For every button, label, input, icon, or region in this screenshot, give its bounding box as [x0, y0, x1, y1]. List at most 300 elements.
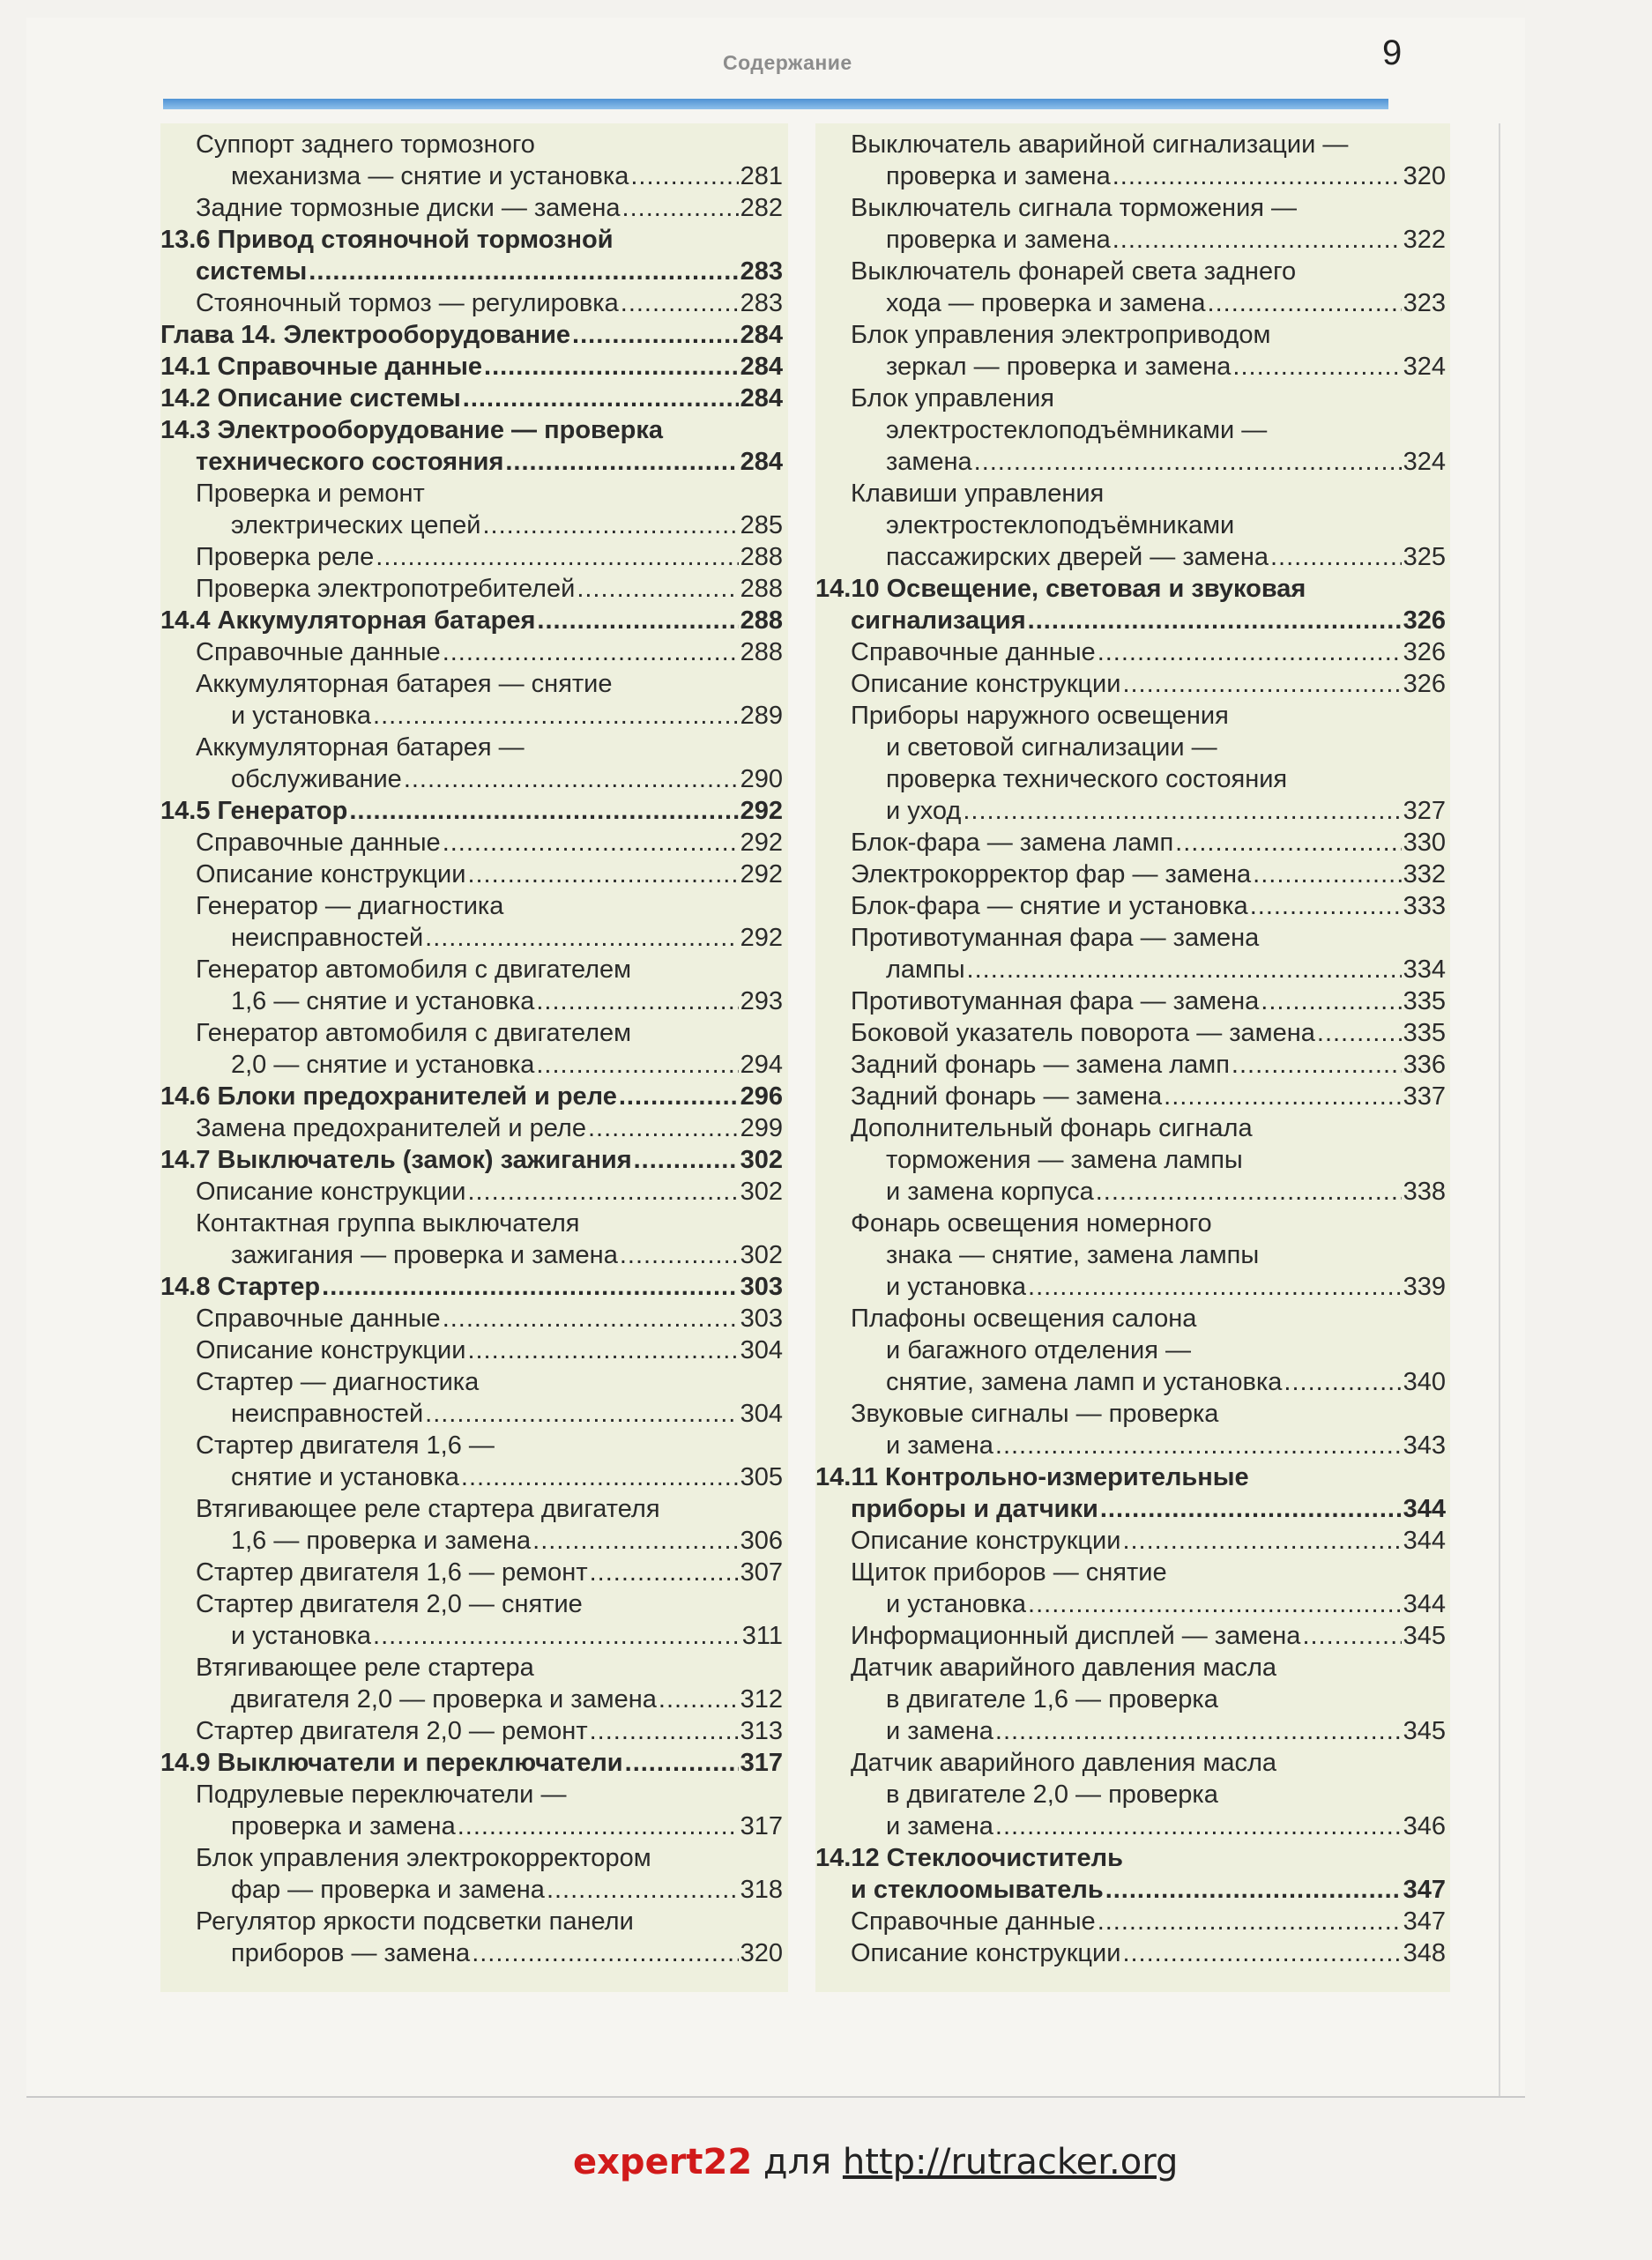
toc-entry-page: 299	[740, 1114, 783, 1142]
toc-entry-title: проверка и замена	[886, 226, 1111, 254]
toc-entry[interactable]	[160, 1112, 783, 1144]
toc-leader-dots	[1100, 1493, 1402, 1525]
toc-entry-title: Контактная группа выключателя	[196, 1209, 580, 1238]
toc-entry-title: Блок управления электрокорректором	[196, 1844, 651, 1872]
toc-entry-page: 302	[740, 1146, 783, 1174]
toc-entry-title: и световой сигнализации —	[886, 733, 1217, 762]
toc-entry-page: 324	[1403, 448, 1446, 476]
toc-entry[interactable]	[815, 1049, 1446, 1081]
toc-entry[interactable]	[815, 1557, 1446, 1620]
toc-entry[interactable]	[160, 573, 783, 605]
toc-entry-title: Справочные данные	[196, 829, 441, 857]
toc-entry-title: и замена корпуса	[886, 1178, 1094, 1206]
toc-entry-title: Описание конструкции	[851, 1527, 1121, 1555]
toc-leader-dots	[1028, 1588, 1402, 1620]
toc-entry-title: и установка	[886, 1590, 1027, 1618]
toc-entry-page: 333	[1403, 892, 1446, 920]
toc-entry-title: Справочные данные	[851, 638, 1096, 666]
toc-entry-title: Суппорт заднего тормозного	[196, 130, 535, 159]
toc-entry-title: Регулятор яркости подсветки панели	[196, 1907, 634, 1936]
toc-entry-page: 292	[740, 924, 783, 952]
toc-entry[interactable]	[815, 1208, 1446, 1303]
toc-entry[interactable]	[160, 1430, 783, 1493]
toc-entry[interactable]	[160, 192, 783, 224]
toc-entry[interactable]	[815, 668, 1446, 700]
toc-entry-page: 285	[740, 511, 783, 539]
toc-leader-dots	[373, 1620, 740, 1652]
toc-entry-title: и замена	[886, 1717, 993, 1745]
toc-leader-dots	[1175, 827, 1401, 859]
toc-entry[interactable]	[815, 1937, 1446, 1969]
toc-entry[interactable]	[160, 1747, 783, 1779]
toc-entry-title: хода — проверка и замена	[886, 289, 1206, 317]
toc-entry[interactable]	[815, 319, 1446, 383]
toc-entry[interactable]	[815, 1398, 1446, 1461]
toc-leader-dots	[461, 1461, 739, 1493]
toc-leader-dots	[995, 1715, 1402, 1747]
toc-entry-title: 14.8 Стартер	[160, 1273, 321, 1301]
toc-entry-title: в двигателе 1,6 — проверка	[886, 1685, 1218, 1714]
toc-entry-title: механизма — снятие и установка	[231, 162, 629, 190]
toc-entry-page: 332	[1403, 860, 1446, 888]
toc-entry[interactable]	[160, 668, 783, 732]
toc-entry-title: фар — проверка и замена	[231, 1876, 545, 1904]
toc-entry-title: Блок-фара — замена ламп	[851, 829, 1174, 857]
toc-entry-page: 345	[1403, 1622, 1446, 1650]
toc-entry-title: Плафоны освещения салона	[851, 1305, 1197, 1333]
toc-leader-dots	[1112, 224, 1402, 256]
toc-entry-title: Датчик аварийного давления масла	[851, 1654, 1277, 1682]
toc-entry-title: неисправностей	[231, 924, 424, 952]
toc-entry[interactable]	[815, 700, 1446, 827]
toc-entry-title: и установка	[231, 702, 372, 730]
toc-entry-page: 284	[740, 384, 783, 413]
toc-entry-page: 326	[1403, 638, 1446, 666]
toc-entry-title: Электрокорректор фар — замена	[851, 860, 1252, 888]
toc-entry[interactable]	[160, 1842, 783, 1906]
toc-entry-title: проверка и замена	[886, 162, 1111, 190]
toc-entry-title: Выключатель аварийной сигнализации —	[851, 130, 1349, 159]
toc-entry[interactable]	[160, 224, 783, 287]
toc-entry-title: 1,6 — проверка и замена	[231, 1527, 532, 1555]
toc-entry-title: Стартер двигателя 2,0 — снятие	[196, 1590, 583, 1618]
toc-entry-page: 323	[1403, 289, 1446, 317]
toc-leader-dots	[1232, 1049, 1402, 1081]
watermark-brand: expert22	[573, 2142, 753, 2182]
toc-leader-dots	[1098, 1906, 1402, 1937]
toc-entry-title: 14.3 Электрооборудование — проверка	[160, 416, 663, 444]
toc-entry[interactable]	[160, 1588, 783, 1652]
toc-leader-dots	[1028, 1271, 1402, 1303]
toc-entry-title: Фонарь освещения номерного	[851, 1209, 1212, 1238]
toc-entry-page: 303	[740, 1305, 783, 1333]
toc-leader-dots	[373, 700, 739, 732]
toc-leader-dots	[619, 1081, 739, 1112]
toc-entry-page: 326	[1403, 606, 1446, 635]
toc-entry-title: Выключатель сигнала торможения —	[851, 194, 1298, 222]
toc-entry[interactable]	[160, 351, 783, 383]
page-number: 9	[1382, 33, 1403, 72]
toc-leader-dots	[1028, 605, 1402, 636]
toc-leader-dots	[425, 922, 738, 954]
toc-leader-dots	[443, 1303, 739, 1334]
toc-entry-title: электростеклоподъёмниками	[886, 511, 1235, 539]
toc-entry-title: 14.9 Выключатели и переключатели	[160, 1749, 623, 1777]
toc-entry[interactable]	[815, 890, 1446, 922]
toc-leader-dots	[974, 446, 1402, 478]
toc-leader-dots	[590, 1715, 739, 1747]
toc-leader-dots	[572, 319, 739, 351]
toc-entry-title: Щиток приборов — снятие	[851, 1558, 1167, 1587]
toc-entry-title: в двигателе 2,0 — проверка	[886, 1780, 1218, 1809]
toc-entry[interactable]	[815, 922, 1446, 985]
toc-leader-dots	[536, 985, 738, 1017]
toc-leader-dots	[1250, 890, 1402, 922]
toc-entry-page: 284	[740, 353, 783, 381]
toc-entry-page: 335	[1403, 1019, 1446, 1047]
toc-entry-title: торможения — замена лампы	[886, 1146, 1243, 1174]
toc-entry-title: лампы	[886, 955, 965, 984]
toc-entry-title: Аккумуляторная батарея — снятие	[196, 670, 613, 698]
toc-entry-title: двигателя 2,0 — проверка и замена	[231, 1685, 657, 1714]
toc-entry[interactable]	[160, 383, 783, 414]
toc-entry[interactable]	[160, 1334, 783, 1366]
toc-entry-page: 318	[740, 1876, 783, 1904]
toc-entry-page: 334	[1403, 955, 1446, 984]
toc-entry-title: Проверка и ремонт	[196, 480, 425, 508]
toc-entry-title: Информационный дисплей — замена	[851, 1622, 1301, 1650]
toc-entry-title: замена	[886, 448, 972, 476]
toc-leader-dots	[621, 287, 739, 319]
toc-leader-dots	[467, 1334, 738, 1366]
toc-entry-title: 13.6 Привод стояночной тормозной	[160, 226, 614, 254]
toc-entry-title: Звуковые сигналы — проверка	[851, 1400, 1219, 1428]
toc-entry[interactable]	[815, 1525, 1446, 1557]
toc-leader-dots	[967, 954, 1402, 985]
toc-entry[interactable]	[815, 985, 1446, 1017]
toc-entry-title: Проверка реле	[196, 543, 375, 571]
toc-leader-dots	[1098, 636, 1402, 668]
toc-entry-title: Приборы наружного освещения	[851, 702, 1229, 730]
toc-entry-page: 306	[740, 1527, 783, 1555]
toc-leader-dots	[588, 1112, 739, 1144]
toc-entry-title: 14.2 Описание системы	[160, 384, 461, 413]
toc-entry-page: 348	[1403, 1939, 1446, 1967]
toc-entry-page: 283	[740, 257, 783, 286]
toc-entry-page: 324	[1403, 353, 1446, 381]
toc-leader-dots	[349, 795, 738, 827]
toc-entry-title: 14.6 Блоки предохранителей и реле	[160, 1082, 617, 1111]
toc-entry-page: 330	[1403, 829, 1446, 857]
toc-leader-dots	[630, 160, 738, 192]
toc-entry[interactable]	[815, 1112, 1446, 1208]
toc-entry-page: 312	[740, 1685, 783, 1714]
toc-entry[interactable]	[160, 890, 783, 954]
toc-entry-title: Противотуманная фара — замена	[851, 924, 1260, 952]
toc-leader-dots	[1232, 351, 1401, 383]
toc-leader-dots	[443, 827, 739, 859]
toc-entry[interactable]	[160, 795, 783, 827]
toc-entry-title: Справочные данные	[196, 638, 441, 666]
watermark-link[interactable]: http://rutracker.org	[842, 2142, 1179, 2182]
toc-entry-page: 288	[740, 575, 783, 603]
toc-entry-title: приборов — замена	[231, 1939, 471, 1967]
toc-entry-page: 347	[1403, 1876, 1446, 1904]
toc-entry-title: и багажного отделения —	[886, 1336, 1191, 1364]
header-rule	[163, 99, 1388, 109]
toc-leader-dots	[1122, 1525, 1401, 1557]
toc-entry[interactable]	[815, 827, 1446, 859]
watermark	[573, 2142, 1178, 2182]
toc-entry[interactable]	[160, 319, 783, 351]
toc-entry-title: Генератор автомобиля с двигателем	[196, 955, 632, 984]
toc-entry-page: 304	[740, 1400, 783, 1428]
toc-entry-page: 313	[740, 1717, 783, 1745]
toc-entry-page: 344	[1403, 1590, 1446, 1618]
toc-entry[interactable]	[815, 478, 1446, 573]
toc-entry[interactable]	[160, 1366, 783, 1430]
toc-entry-page: 282	[740, 194, 783, 222]
toc-entry-title: Справочные данные	[851, 1907, 1096, 1936]
toc-leader-dots	[1122, 1937, 1401, 1969]
toc-leader-dots	[1261, 985, 1401, 1017]
toc-entry[interactable]	[815, 1017, 1446, 1049]
toc-entry[interactable]	[160, 541, 783, 573]
toc-entry-page: 337	[1403, 1082, 1446, 1111]
toc-entry-page: 326	[1403, 670, 1446, 698]
toc-leader-dots	[634, 1144, 739, 1176]
toc-entry-page: 281	[740, 162, 783, 190]
toc-entry-title: 14.4 Аккумуляторная батарея	[160, 606, 536, 635]
toc-entry-title: Описание конструкции	[196, 1336, 466, 1364]
toc-entry[interactable]	[815, 573, 1446, 636]
toc-entry[interactable]	[815, 1842, 1446, 1906]
toc-entry-title: снятие, замена ламп и установка	[886, 1368, 1283, 1396]
toc-entry-title: Стояночный тормоз — регулировка	[196, 289, 619, 317]
toc-entry-page: 292	[740, 860, 783, 888]
toc-entry-title: Глава 14. Электрооборудование	[160, 321, 571, 349]
toc-leader-dots	[622, 192, 739, 224]
toc-entry-page: 292	[740, 797, 783, 825]
toc-leader-dots	[995, 1810, 1402, 1842]
toc-entry[interactable]	[815, 1303, 1446, 1398]
toc-entry[interactable]	[815, 1620, 1446, 1652]
toc-entry-title: проверка и замена	[231, 1812, 456, 1840]
toc-entry-title: и установка	[231, 1622, 372, 1650]
toc-leader-dots	[1208, 287, 1402, 319]
toc-entry-title: Описание конструкции	[196, 860, 466, 888]
toc-entry-title: зажигания — проверка и замена	[231, 1241, 618, 1269]
toc-entry-title: Стартер двигателя 1,6 — ремонт	[196, 1558, 588, 1587]
toc-entry-page: 344	[1403, 1495, 1446, 1523]
toc-entry[interactable]	[160, 605, 783, 636]
toc-entry[interactable]	[160, 1303, 783, 1334]
toc-entry[interactable]	[815, 383, 1446, 478]
toc-leader-dots	[590, 1557, 739, 1588]
toc-entry-page: 307	[740, 1558, 783, 1587]
page-edge-right	[1499, 123, 1500, 2098]
toc-leader-dots	[404, 763, 739, 795]
toc-entry-title: обслуживание	[231, 765, 402, 793]
toc-entry[interactable]	[160, 478, 783, 541]
toc-entry-title: Боковой указатель поворота — замена	[851, 1019, 1315, 1047]
toc-entry[interactable]	[815, 859, 1446, 890]
toc-entry-page: 325	[1403, 543, 1446, 571]
toc-entry-title: Описание конструкции	[851, 1939, 1121, 1967]
toc-entry[interactable]	[160, 1715, 783, 1747]
toc-entry-page: 338	[1403, 1178, 1446, 1206]
toc-entry-page: 343	[1403, 1431, 1446, 1460]
toc-entry-page: 336	[1403, 1051, 1446, 1079]
toc-entry-title: Задний фонарь — замена ламп	[851, 1051, 1230, 1079]
toc-entry-title: Задние тормозные диски — замена	[196, 194, 621, 222]
toc-entry-title: Описание конструкции	[851, 670, 1121, 698]
toc-entry[interactable]	[815, 129, 1446, 192]
toc-entry[interactable]	[160, 1081, 783, 1112]
toc-entry-title: Проверка электропотребителей	[196, 575, 576, 603]
toc-entry[interactable]	[160, 1557, 783, 1588]
toc-entry-title: 14.5 Генератор	[160, 797, 348, 825]
toc-entry-page: 292	[740, 829, 783, 857]
toc-entry-page: 302	[740, 1241, 783, 1269]
toc-entry[interactable]	[815, 1081, 1446, 1112]
toc-entry[interactable]	[160, 1652, 783, 1715]
toc-entry-title: приборы и датчики	[851, 1495, 1098, 1523]
toc-entry-page: 335	[1403, 987, 1446, 1015]
toc-entry-page: 288	[740, 638, 783, 666]
toc-leader-dots	[1317, 1017, 1402, 1049]
toc-leader-dots	[425, 1398, 738, 1430]
toc-entry-page: 303	[740, 1273, 783, 1301]
toc-entry-title: Аккумуляторная батарея —	[196, 733, 525, 762]
watermark-middle: для	[752, 2142, 843, 2182]
toc-entry[interactable]	[160, 1779, 783, 1842]
toc-leader-dots	[1096, 1176, 1402, 1208]
toc-leader-dots	[625, 1747, 739, 1779]
toc-entry-title: 14.11 Контрольно-измерительные	[815, 1463, 1249, 1491]
toc-entry-title: Стартер двигателя 1,6 —	[196, 1431, 495, 1460]
toc-entry-page: 317	[740, 1749, 783, 1777]
toc-entry-page: 344	[1403, 1527, 1446, 1555]
toc-entry-page: 293	[740, 987, 783, 1015]
toc-entry-title: Блок управления электроприводом	[851, 321, 1271, 349]
toc-leader-dots	[1253, 859, 1401, 890]
toc-entry-title: и замена	[886, 1431, 993, 1460]
toc-entry-title: Блок управления	[851, 384, 1054, 413]
toc-entry-title: Описание конструкции	[196, 1178, 466, 1206]
toc-entry[interactable]	[160, 859, 783, 890]
toc-leader-dots	[547, 1874, 739, 1906]
toc-entry-title: 14.1 Справочные данные	[160, 353, 483, 381]
toc-entry-page: 305	[740, 1463, 783, 1491]
toc-entry-page: 288	[740, 606, 783, 635]
toc-leader-dots	[620, 1239, 739, 1271]
toc-leader-dots	[376, 541, 738, 573]
toc-leader-dots	[659, 1684, 739, 1715]
toc-entry[interactable]	[815, 1906, 1446, 1937]
toc-entry-title: пассажирских дверей — замена	[886, 543, 1269, 571]
toc-leader-dots	[1112, 160, 1402, 192]
toc-entry[interactable]	[815, 192, 1446, 256]
toc-entry[interactable]	[160, 1017, 783, 1081]
toc-entry[interactable]	[160, 1208, 783, 1271]
toc-entry[interactable]	[160, 1271, 783, 1303]
toc-leader-dots	[1105, 1874, 1402, 1906]
toc-entry[interactable]	[160, 1144, 783, 1176]
toc-entry-title: и стеклоомыватель	[851, 1876, 1104, 1904]
toc-entry-title: зеркал — проверка и замена	[886, 353, 1232, 381]
toc-leader-dots	[322, 1271, 738, 1303]
toc-leader-dots	[458, 1810, 739, 1842]
toc-entry[interactable]	[815, 1747, 1446, 1842]
toc-entry[interactable]	[815, 1652, 1446, 1747]
toc-entry-title: электрических цепей	[231, 511, 481, 539]
toc-entry-title: 14.10 Освещение, световая и звуковая	[815, 575, 1306, 603]
toc-leader-dots	[532, 1525, 738, 1557]
toc-entry-title: Справочные данные	[196, 1305, 441, 1333]
page-edge-bottom	[26, 2096, 1525, 2098]
toc-entry-title: Генератор — диагностика	[196, 892, 504, 920]
toc-entry-title: 14.12 Стеклоочиститель	[815, 1844, 1123, 1872]
toc-entry-page: 345	[1403, 1717, 1446, 1745]
toc-entry[interactable]	[160, 636, 783, 668]
toc-entry-page: 320	[740, 1939, 783, 1967]
toc-leader-dots	[309, 256, 738, 287]
toc-entry-title: и уход	[886, 797, 962, 825]
toc-entry-page: 346	[1403, 1812, 1446, 1840]
toc-entry[interactable]	[815, 1461, 1446, 1525]
toc-leader-dots	[1270, 541, 1402, 573]
toc-entry[interactable]	[815, 256, 1446, 319]
toc-entry-title: знака — снятие, замена лампы	[886, 1241, 1260, 1269]
toc-entry[interactable]	[160, 1493, 783, 1557]
toc-entry-page: 294	[740, 1051, 783, 1079]
toc-right-column	[815, 129, 1446, 1969]
toc-entry[interactable]	[160, 827, 783, 859]
toc-entry[interactable]	[160, 732, 783, 795]
toc-leader-dots	[1284, 1366, 1401, 1398]
toc-entry[interactable]	[160, 287, 783, 319]
toc-entry-page: 320	[1403, 162, 1446, 190]
toc-entry[interactable]	[160, 1906, 783, 1969]
toc-entry-title: Выключатель фонарей света заднего	[851, 257, 1297, 286]
toc-entry-page: 304	[740, 1336, 783, 1364]
toc-entry[interactable]	[160, 129, 783, 192]
toc-leader-dots	[482, 509, 738, 541]
toc-entry-page: 284	[740, 448, 783, 476]
toc-entry-title: Втягивающее реле стартера	[196, 1654, 534, 1682]
toc-entry[interactable]	[160, 1176, 783, 1208]
toc-entry-page: 317	[740, 1812, 783, 1840]
toc-entry-page: 302	[740, 1178, 783, 1206]
toc-entry-page: 290	[740, 765, 783, 793]
toc-entry-page: 283	[740, 289, 783, 317]
toc-entry-page: 296	[740, 1082, 783, 1111]
toc-leader-dots	[1164, 1081, 1401, 1112]
toc-leader-dots	[537, 605, 738, 636]
toc-leader-dots	[443, 636, 739, 668]
toc-entry-page: 311	[741, 1622, 783, 1650]
toc-entry-page: 322	[1403, 226, 1446, 254]
toc-leader-dots	[536, 1049, 738, 1081]
toc-entry-title: проверка технического состояния	[886, 765, 1288, 793]
toc-entry[interactable]	[815, 636, 1446, 668]
toc-entry-page: 339	[1403, 1273, 1446, 1301]
toc-leader-dots	[467, 1176, 738, 1208]
toc-left-column	[160, 129, 783, 1969]
toc-entry[interactable]	[160, 954, 783, 1017]
toc-entry[interactable]	[160, 414, 783, 478]
